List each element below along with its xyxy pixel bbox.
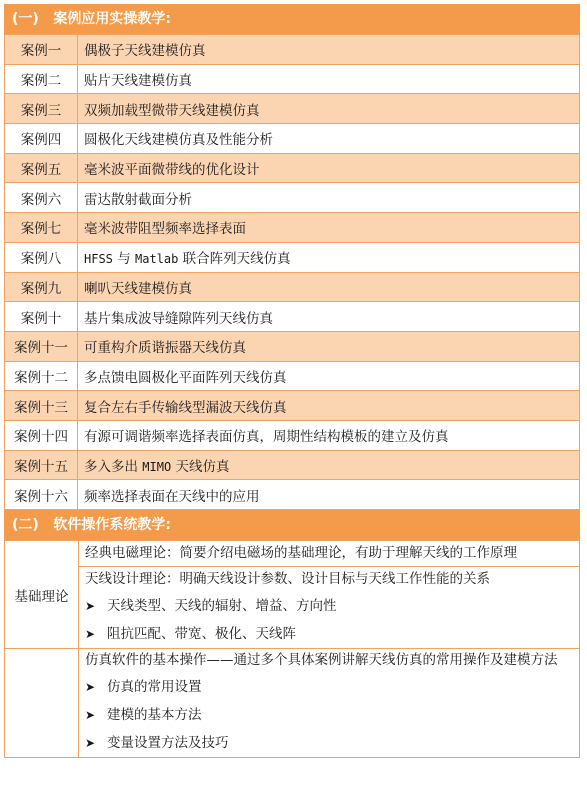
case-title: 复合左右手传输线型漏波天线仿真 (78, 391, 580, 421)
case-title: 偶极子天线建模仿真 (78, 35, 580, 65)
case-number: 案例十三 (5, 391, 78, 421)
list-item (79, 620, 579, 648)
case-number: 案例八 (5, 242, 78, 272)
case-title: 雷达散射截面分析 (78, 183, 580, 213)
table-row (5, 213, 580, 243)
case-title: 频率选择表面在天线中的应用 (78, 480, 580, 510)
case-number: 案例四 (5, 124, 78, 154)
table-row (5, 331, 580, 361)
case-number: 案例二 (5, 64, 78, 94)
table-row (5, 35, 580, 65)
case-number: 案例三 (5, 94, 78, 124)
arrowhead-bullet-icon: ➤ (85, 736, 96, 750)
list-item-text: 阻抗匹配、带宽、极化、天线阵 (107, 626, 296, 642)
case-title-part: MIMO (142, 459, 172, 474)
table-row (5, 649, 580, 758)
case-title: 可重构介质谐振器天线仿真 (78, 331, 580, 361)
list-item (79, 673, 579, 701)
case-title-part: 多入多出 (84, 458, 143, 475)
case-title (78, 242, 580, 272)
case-title: 毫米波平面微带线的优化设计 (78, 153, 580, 183)
case-number: 案例十四 (5, 420, 78, 450)
case-title: 基片集成波导缝隙阵列天线仿真 (78, 302, 580, 332)
table-row (5, 420, 580, 450)
list-item-text: 建模的基本方法 (107, 707, 202, 723)
table-row (5, 302, 580, 332)
case-number: 案例十二 (5, 361, 78, 391)
case-title-part: 天线仿真 (171, 458, 230, 475)
case-number: 案例五 (5, 153, 78, 183)
section-title-cases: (一) 案例应用实操教学: (4, 4, 580, 34)
case-number: 案例十 (5, 302, 78, 332)
table-row (5, 64, 580, 94)
list-item (79, 729, 579, 757)
list-item (79, 592, 579, 620)
section-title-software: (二) 软件操作系统教学: (4, 510, 580, 540)
table-row (5, 450, 580, 480)
course-outline (4, 4, 580, 758)
case-title: 贴片天线建模仿真 (78, 64, 580, 94)
case-title-part: 与 (112, 251, 135, 268)
cases-table (4, 34, 580, 510)
case-title: 有源可调谐频率选择表面仿真，周期性结构模板的建立及仿真 (78, 420, 580, 450)
case-title (78, 450, 580, 480)
operations-intro: 仿真软件的基本操作——通过多个具体案例讲解天线仿真的常用操作及建模方法 (85, 652, 558, 668)
case-title: 双频加载型微带天线建模仿真 (78, 94, 580, 124)
table-row (5, 541, 580, 649)
table-row (5, 153, 580, 183)
list-item-text: 天线类型、天线的辐射、增益、方向性 (107, 598, 337, 614)
row-label (5, 649, 79, 758)
basic-theory-cell (79, 541, 580, 649)
table-row (5, 183, 580, 213)
table-row (5, 242, 580, 272)
arrowhead-bullet-icon: ➤ (85, 708, 96, 722)
table-row (5, 272, 580, 302)
case-title-part: Matlab (135, 252, 179, 267)
table-row (5, 124, 580, 154)
arrowhead-bullet-icon: ➤ (85, 627, 96, 641)
operations-cell (79, 649, 580, 758)
case-number: 案例十六 (5, 480, 78, 510)
list-item-text: 仿真的常用设置 (107, 679, 202, 695)
case-title: 毫米波带阻型频率选择表面 (78, 213, 580, 243)
theory-line: 经典电磁理论：简要介绍电磁场的基础理论，有助于理解天线的工作原理 (79, 541, 579, 567)
table-row (5, 94, 580, 124)
list-item-text: 变量设置方法及技巧 (107, 735, 229, 751)
table-row (5, 480, 580, 510)
case-title-part: HFSS (84, 252, 113, 267)
case-number: 案例九 (5, 272, 78, 302)
table-row (5, 391, 580, 421)
table-row (5, 361, 580, 391)
case-number: 案例十一 (5, 331, 78, 361)
list-item (79, 701, 579, 729)
case-title: 多点馈电圆极化平面阵列天线仿真 (78, 361, 580, 391)
row-label: 基础理论 (5, 541, 79, 649)
case-number: 案例七 (5, 213, 78, 243)
case-title: 喇叭天线建模仿真 (78, 272, 580, 302)
theory-line: 天线设计理论：明确天线设计参数、设计目标与天线工作性能的关系 (85, 571, 490, 587)
arrowhead-bullet-icon: ➤ (85, 599, 96, 613)
case-title: 圆极化天线建模仿真及性能分析 (78, 124, 580, 154)
software-table (4, 540, 580, 758)
arrowhead-bullet-icon: ➤ (85, 680, 96, 694)
case-number: 案例一 (5, 35, 78, 65)
case-number: 案例十五 (5, 450, 78, 480)
case-number: 案例六 (5, 183, 78, 213)
case-title-part: 联合阵列天线仿真 (178, 251, 291, 268)
